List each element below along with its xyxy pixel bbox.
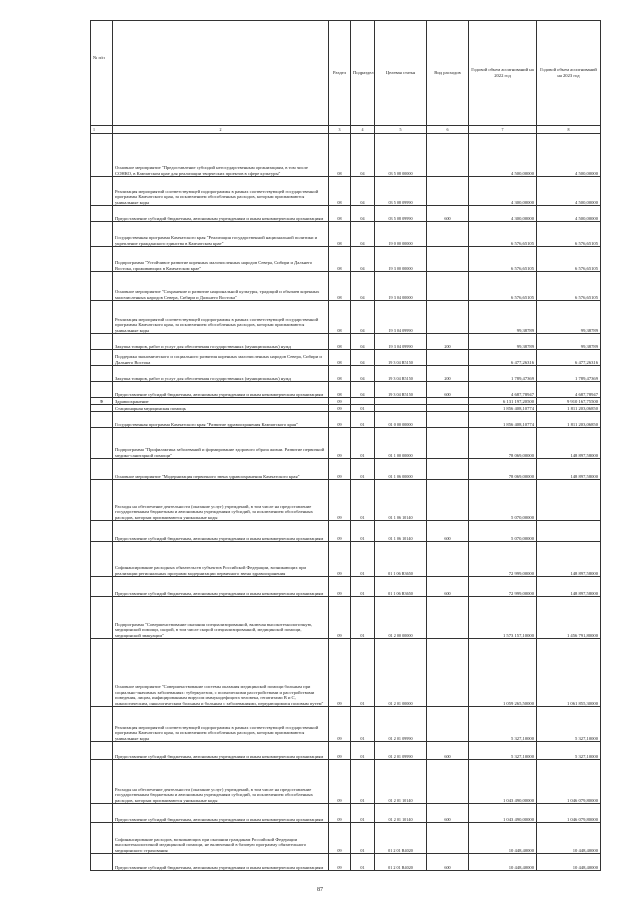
row-amount-2022: 6 576,65105 (469, 272, 537, 301)
row-amount-2023: 148 897,58000 (537, 428, 601, 459)
row-section: 08 (329, 222, 351, 247)
row-amount-2023: 1 789,47369 (537, 366, 601, 382)
row-number (91, 804, 113, 823)
row-name: Основное мероприятие "Совершенствование системы оказания медицинской помощи больным при социально-значимых заболеваниях: туберкулезом, с психическими расстройствами и расстройствами поведения, лицам, инфицированным вирусом иммунодефицита человека, гепатитами B и C, онкологическим, онкологическим больным и больным с заболеваниями, передающимися половым путем" (113, 639, 329, 707)
table-row (91, 459, 601, 480)
row-expense-type (427, 301, 469, 334)
row-name: Поддержка экономического и социального развития коренных малочисленных народов Севера, Сибири и Дальнего Востока (113, 350, 329, 366)
row-section: 09 (329, 480, 351, 521)
row-subsection: 04 (351, 301, 375, 334)
row-name: Предоставление субсидий бюджетным, автономным учреждениям и иным некоммерческим организациям (113, 854, 329, 871)
row-target-article: 01 2 01 R4020 (375, 823, 427, 854)
row-expense-type (427, 405, 469, 412)
row-subsection: 01 (351, 542, 375, 577)
row-amount-2022: 1 856 408,10774 (469, 412, 537, 428)
row-section: 09 (329, 639, 351, 707)
row-section: 08 (329, 247, 351, 272)
row-target-article (375, 398, 427, 405)
row-amount-2022: 78 069,00000 (469, 428, 537, 459)
row-number (91, 639, 113, 707)
table-row (91, 398, 601, 405)
row-amount-2023: 5 327,10000 (537, 742, 601, 760)
table-row (91, 804, 601, 823)
row-number (91, 382, 113, 398)
row-target-article: 01 2 01 09990 (375, 707, 427, 742)
row-expense-type: 600 (427, 854, 469, 871)
row-number (91, 334, 113, 350)
row-section: 09 (329, 707, 351, 742)
row-section: 09 (329, 742, 351, 760)
row-subsection: 01 (351, 405, 375, 412)
row-amount-2022: 4 300,00000 (469, 177, 537, 206)
row-name: Реализация мероприятий соответствующей подпрограммы в рамках соответствующей государственной программы Камчатского края, за исключением обособленных расходов, которым присваиваются уникальные коды (113, 301, 329, 334)
row-subsection: 04 (351, 206, 375, 222)
row-amount-2023 (537, 480, 601, 521)
row-expense-type (427, 398, 469, 405)
row-amount-2023: 6 576,65105 (537, 247, 601, 272)
row-name: Реализация мероприятий соответствующей подпрограммы в рамках соответствующей государственной программы Камчатского края, за исключением обособленных расходов, которым присваиваются уникальные коды (113, 707, 329, 742)
table-row (91, 405, 601, 412)
row-subsection: 04 (351, 247, 375, 272)
row-amount-2023: 99,38789 (537, 334, 601, 350)
row-target-article: 01 1 06 00000 (375, 459, 427, 480)
row-amount-2023: 9 910 167,75500 (537, 398, 601, 405)
row-section: 08 (329, 382, 351, 398)
row-expense-type (427, 480, 469, 521)
row-amount-2023: 5 327,10000 (537, 707, 601, 742)
row-name: Предоставление субсидий бюджетным, автономным учреждениям и иным некоммерческим организациям (113, 382, 329, 398)
row-amount-2022: 99,38789 (469, 334, 537, 350)
row-number (91, 577, 113, 597)
table-row (91, 597, 601, 639)
row-target-article: 01 1 06 R3650 (375, 542, 427, 577)
row-target-article: 19 3 04 09990 (375, 334, 427, 350)
row-amount-2023: 1 046 079,80000 (537, 804, 601, 823)
header-row (91, 21, 601, 126)
row-section: 09 (329, 428, 351, 459)
row-target-article: 01 1 00 00000 (375, 428, 427, 459)
row-amount-2023: 4 687,78947 (537, 382, 601, 398)
column-number: 2 (113, 126, 329, 134)
row-number: 9 (91, 398, 113, 405)
header-expense-type: Вид расходов (427, 21, 469, 126)
column-number: 3 (329, 126, 351, 134)
table-row (91, 247, 601, 272)
row-target-article: 01 2 01 00000 (375, 639, 427, 707)
row-target-article (375, 405, 427, 412)
row-name: Софинансирование расходов, возникающих при оказании гражданам Российской Федерации высокотехнологичной медицинской помощи, не включенной в базовую программу обязательного медицинского страхования (113, 823, 329, 854)
row-expense-type (427, 823, 469, 854)
budget-table-sheet (90, 20, 600, 871)
row-amount-2022: 10 448,40000 (469, 823, 537, 854)
row-number (91, 405, 113, 412)
row-amount-2023: 6 576,65105 (537, 222, 601, 247)
header-subsection: Подраздел (351, 21, 375, 126)
row-expense-type (427, 247, 469, 272)
row-subsection: 01 (351, 597, 375, 639)
row-number (91, 597, 113, 639)
row-name: Подпрограмма "Совершенствование оказания специализированной, включая высокотехнологичную, медицинской помощи, скорой, в том числе скорой специализированной, медицинской помощи, медицинской эвакуации" (113, 597, 329, 639)
row-target-article: 19 3 04 00000 (375, 272, 427, 301)
row-section: 09 (329, 521, 351, 542)
row-expense-type (427, 222, 469, 247)
table-row (91, 854, 601, 871)
row-amount-2023: 1 046 079,80000 (537, 760, 601, 804)
row-amount-2023: 1 811 203,06850 (537, 412, 601, 428)
row-amount-2022: 6 131 197,20500 (469, 398, 537, 405)
row-amount-2023: 148 897,58000 (537, 577, 601, 597)
row-number (91, 412, 113, 428)
row-amount-2023: 148 897,58000 (537, 459, 601, 480)
row-target-article: 01 1 06 10140 (375, 480, 427, 521)
row-amount-2023: 4 500,00000 (537, 134, 601, 177)
table-row (91, 428, 601, 459)
row-subsection: 01 (351, 823, 375, 854)
row-amount-2022: 72 999,00000 (469, 542, 537, 577)
row-expense-type: 600 (427, 742, 469, 760)
row-number (91, 177, 113, 206)
row-amount-2023: 1 811 203,06850 (537, 405, 601, 412)
row-section: 09 (329, 459, 351, 480)
row-amount-2023: 4 500,00000 (537, 177, 601, 206)
header-target-article: Целевая статья (375, 21, 427, 126)
row-amount-2022: 6 576,65105 (469, 247, 537, 272)
row-amount-2023 (537, 521, 601, 542)
header-name (113, 21, 329, 126)
row-expense-type (427, 177, 469, 206)
row-section: 08 (329, 272, 351, 301)
row-amount-2022: 5 070,00000 (469, 521, 537, 542)
row-section: 09 (329, 577, 351, 597)
row-target-article: 01 2 01 09990 (375, 742, 427, 760)
row-number (91, 459, 113, 480)
row-number (91, 854, 113, 871)
row-amount-2022: 4 687,78947 (469, 382, 537, 398)
row-subsection: 01 (351, 742, 375, 760)
row-amount-2022: 1 573 157,10000 (469, 597, 537, 639)
row-amount-2022: 1 043 490,00000 (469, 760, 537, 804)
row-name: Государственная программа Камчатского края "Реализация государственной национальной политики и укрепление гражданского единства в Камчатском крае" (113, 222, 329, 247)
row-subsection: 01 (351, 760, 375, 804)
row-target-article: 03 5 08 09990 (375, 177, 427, 206)
page-number: 87 (317, 887, 323, 893)
table-row (91, 366, 601, 382)
budget-allocation-table (90, 20, 601, 871)
row-subsection: 04 (351, 382, 375, 398)
row-number (91, 521, 113, 542)
row-section: 09 (329, 405, 351, 412)
row-section: 08 (329, 134, 351, 177)
row-subsection: 01 (351, 428, 375, 459)
row-amount-2023: 4 500,00000 (537, 206, 601, 222)
table-row (91, 350, 601, 366)
table-header (91, 21, 601, 134)
row-section: 08 (329, 177, 351, 206)
row-amount-2023: 99,38789 (537, 301, 601, 334)
row-number (91, 707, 113, 742)
column-number-row (91, 126, 601, 134)
row-subsection: 04 (351, 222, 375, 247)
row-amount-2023: 10 448,40000 (537, 823, 601, 854)
row-amount-2022: 1 043 490,00000 (469, 804, 537, 823)
row-name: Софинансирование расходных обязательств субъектов Российской Федерации, возникающих при реализации региональных программ модернизации первичного звена здравоохранения (113, 542, 329, 577)
row-name: Предоставление субсидий бюджетным, автономным учреждениям и иным некоммерческим организациям (113, 742, 329, 760)
table-row (91, 542, 601, 577)
table-row (91, 382, 601, 398)
column-number: 1 (91, 126, 113, 134)
row-target-article: 01 2 01 R4020 (375, 854, 427, 871)
table-row (91, 639, 601, 707)
row-expense-type: 200 (427, 366, 469, 382)
table-row (91, 412, 601, 428)
row-name: Стационарная медицинская помощь (113, 405, 329, 412)
row-section: 08 (329, 350, 351, 366)
row-subsection: 04 (351, 350, 375, 366)
row-number (91, 366, 113, 382)
row-name: Реализация мероприятий соответствующей подпрограммы в рамках соответствующей государственной программы Камчатского края, за исключением обособленных расходов, которым присваиваются уникальные коды (113, 177, 329, 206)
row-subsection: 01 (351, 707, 375, 742)
row-subsection: 04 (351, 134, 375, 177)
table-row (91, 742, 601, 760)
row-number (91, 272, 113, 301)
row-amount-2023: 148 897,58000 (537, 542, 601, 577)
row-number (91, 206, 113, 222)
row-subsection: 01 (351, 854, 375, 871)
row-number (91, 247, 113, 272)
row-amount-2022: 5 327,10000 (469, 707, 537, 742)
row-name: Основное мероприятие "Сохранение и развитие национальной культуры, традиций и обычаев коренных малочисленных народов Севера, Сибири и Дальнего Востока" (113, 272, 329, 301)
row-target-article: 19 3 04 R5150 (375, 366, 427, 382)
row-expense-type: 600 (427, 206, 469, 222)
row-target-article: 03 5 08 00000 (375, 134, 427, 177)
row-section: 08 (329, 206, 351, 222)
row-expense-type (427, 459, 469, 480)
row-number (91, 742, 113, 760)
row-subsection: 01 (351, 480, 375, 521)
row-name: Закупка товаров, работ и услуг для обеспечения государственных (муниципальных) нужд (113, 366, 329, 382)
row-target-article: 19 3 04 R5150 (375, 382, 427, 398)
row-expense-type: 600 (427, 577, 469, 597)
row-name: Подпрограмма "Профилактика заболеваний и формирование здорового образа жизни. Развитие первичной медико-санитарной помощи" (113, 428, 329, 459)
table-row (91, 707, 601, 742)
row-target-article: 19 3 04 R5150 (375, 350, 427, 366)
row-amount-2022: 5 070,00000 (469, 480, 537, 521)
column-number: 6 (427, 126, 469, 134)
row-amount-2023: 6 477,26316 (537, 350, 601, 366)
row-expense-type (427, 272, 469, 301)
row-section: 09 (329, 804, 351, 823)
row-amount-2023: 1 061 855,30000 (537, 639, 601, 707)
row-subsection: 04 (351, 272, 375, 301)
row-subsection: 01 (351, 521, 375, 542)
row-name: Предоставление субсидий бюджетным, автономным учреждениям и иным некоммерческим организациям (113, 521, 329, 542)
row-amount-2022: 5 327,10000 (469, 742, 537, 760)
row-number (91, 542, 113, 577)
row-amount-2022: 1 856 408,10774 (469, 405, 537, 412)
column-number: 5 (375, 126, 427, 134)
row-expense-type (427, 542, 469, 577)
row-amount-2023: 6 576,65105 (537, 272, 601, 301)
row-target-article: 19 3 04 09990 (375, 301, 427, 334)
table-row (91, 823, 601, 854)
row-target-article: 19 0 00 00000 (375, 222, 427, 247)
row-section: 09 (329, 823, 351, 854)
row-section: 09 (329, 412, 351, 428)
header-number: № п/п (91, 21, 113, 126)
row-expense-type: 600 (427, 521, 469, 542)
row-expense-type: 200 (427, 334, 469, 350)
row-amount-2023: 1 456 791,80000 (537, 597, 601, 639)
row-name: Предоставление субсидий бюджетным, автономным учреждениям и иным некоммерческим организациям (113, 206, 329, 222)
row-expense-type (427, 350, 469, 366)
table-row (91, 521, 601, 542)
row-subsection (351, 398, 375, 405)
row-name: Предоставление субсидий бюджетным, автономным учреждениям и иным некоммерческим организациям (113, 577, 329, 597)
row-amount-2022: 6 477,26316 (469, 350, 537, 366)
row-number (91, 760, 113, 804)
row-name: Закупка товаров, работ и услуг для обеспечения государственных (муниципальных) нужд (113, 334, 329, 350)
row-name: Расходы на обеспечение деятельности (оказание услуг) учреждений, в том числе на предоставление государственным бюджетным и автономным учреждениям субсидий, за исключением обособленных расходов, которым присваиваются уникальные коды (113, 480, 329, 521)
row-expense-type (427, 412, 469, 428)
table-row (91, 272, 601, 301)
row-expense-type: 600 (427, 382, 469, 398)
row-name: Основное мероприятие "Модернизация первичного звена здравоохранения Камчатского края" (113, 459, 329, 480)
row-target-article: 19 3 00 00000 (375, 247, 427, 272)
row-amount-2022: 4 300,00000 (469, 206, 537, 222)
row-subsection: 04 (351, 366, 375, 382)
row-number (91, 222, 113, 247)
table-body (91, 134, 601, 871)
row-subsection: 04 (351, 334, 375, 350)
row-amount-2022: 4 500,00000 (469, 134, 537, 177)
row-name: Подпрограмма "Устойчивое развитие коренных малочисленных народов Севера, Сибири и Дальнего Востока, проживающих в Камчатском крае" (113, 247, 329, 272)
row-name: Здравоохранение (113, 398, 329, 405)
row-number (91, 301, 113, 334)
row-amount-2022: 1 059 265,50000 (469, 639, 537, 707)
row-subsection: 01 (351, 639, 375, 707)
header-section: Раздел (329, 21, 351, 126)
table-row (91, 222, 601, 247)
row-section: 08 (329, 301, 351, 334)
table-row (91, 177, 601, 206)
row-section: 09 (329, 597, 351, 639)
row-subsection: 01 (351, 577, 375, 597)
row-number (91, 428, 113, 459)
row-expense-type (427, 639, 469, 707)
row-subsection: 04 (351, 177, 375, 206)
row-target-article: 01 2 00 00000 (375, 597, 427, 639)
row-amount-2022: 99,38789 (469, 301, 537, 334)
row-subsection: 01 (351, 804, 375, 823)
row-section: 09 (329, 854, 351, 871)
row-expense-type (427, 760, 469, 804)
table-row (91, 206, 601, 222)
column-number: 7 (469, 126, 537, 134)
row-expense-type (427, 134, 469, 177)
column-number: 8 (537, 126, 601, 134)
header-year-2022: Годовой объем ассигнований на 2022 год (469, 21, 537, 126)
table-row (91, 334, 601, 350)
row-section: 09 (329, 542, 351, 577)
table-row (91, 301, 601, 334)
row-section: 09 (329, 760, 351, 804)
row-section: 08 (329, 366, 351, 382)
row-target-article: 01 0 00 00000 (375, 412, 427, 428)
row-target-article: 01 2 01 10140 (375, 804, 427, 823)
row-number (91, 823, 113, 854)
header-year-2023: Годовой объем ассигнований на 2023 год (537, 21, 601, 126)
row-target-article: 01 2 01 10140 (375, 760, 427, 804)
row-name: Предоставление субсидий бюджетным, автономным учреждениям и иным некоммерческим организациям (113, 804, 329, 823)
row-subsection: 01 (351, 459, 375, 480)
row-amount-2023: 10 448,40000 (537, 854, 601, 871)
row-target-article: 03 5 08 09990 (375, 206, 427, 222)
row-section: 09 (329, 398, 351, 405)
row-name: Основное мероприятие "Предоставление субсидий негосударственным организациям, в том числе СОНКО, в Камчатском крае для реализации творческих проектов в сфере культуры" (113, 134, 329, 177)
row-expense-type (427, 428, 469, 459)
row-number (91, 134, 113, 177)
column-number: 4 (351, 126, 375, 134)
row-target-article: 01 1 06 R3650 (375, 577, 427, 597)
row-expense-type: 600 (427, 804, 469, 823)
row-amount-2022: 10 448,40000 (469, 854, 537, 871)
row-amount-2022: 1 789,47369 (469, 366, 537, 382)
row-expense-type (427, 707, 469, 742)
row-amount-2022: 78 069,00000 (469, 459, 537, 480)
row-number (91, 350, 113, 366)
row-expense-type (427, 597, 469, 639)
row-section: 08 (329, 334, 351, 350)
row-number (91, 480, 113, 521)
row-target-article: 01 1 06 10140 (375, 521, 427, 542)
table-row (91, 134, 601, 177)
table-row (91, 760, 601, 804)
table-row (91, 480, 601, 521)
table-row (91, 577, 601, 597)
row-name: Расходы на обеспечение деятельности (оказание услуг) учреждений, в том числе на предоставление государственным бюджетным и автономным учреждениям субсидий, за исключением обособленных расходов, которым присваиваются уникальные коды (113, 760, 329, 804)
row-subsection: 01 (351, 412, 375, 428)
row-name: Государственная программа Камчатского края "Развитие здравоохранения Камчатского края" (113, 412, 329, 428)
row-amount-2022: 6 576,65105 (469, 222, 537, 247)
row-amount-2022: 72 999,00000 (469, 577, 537, 597)
